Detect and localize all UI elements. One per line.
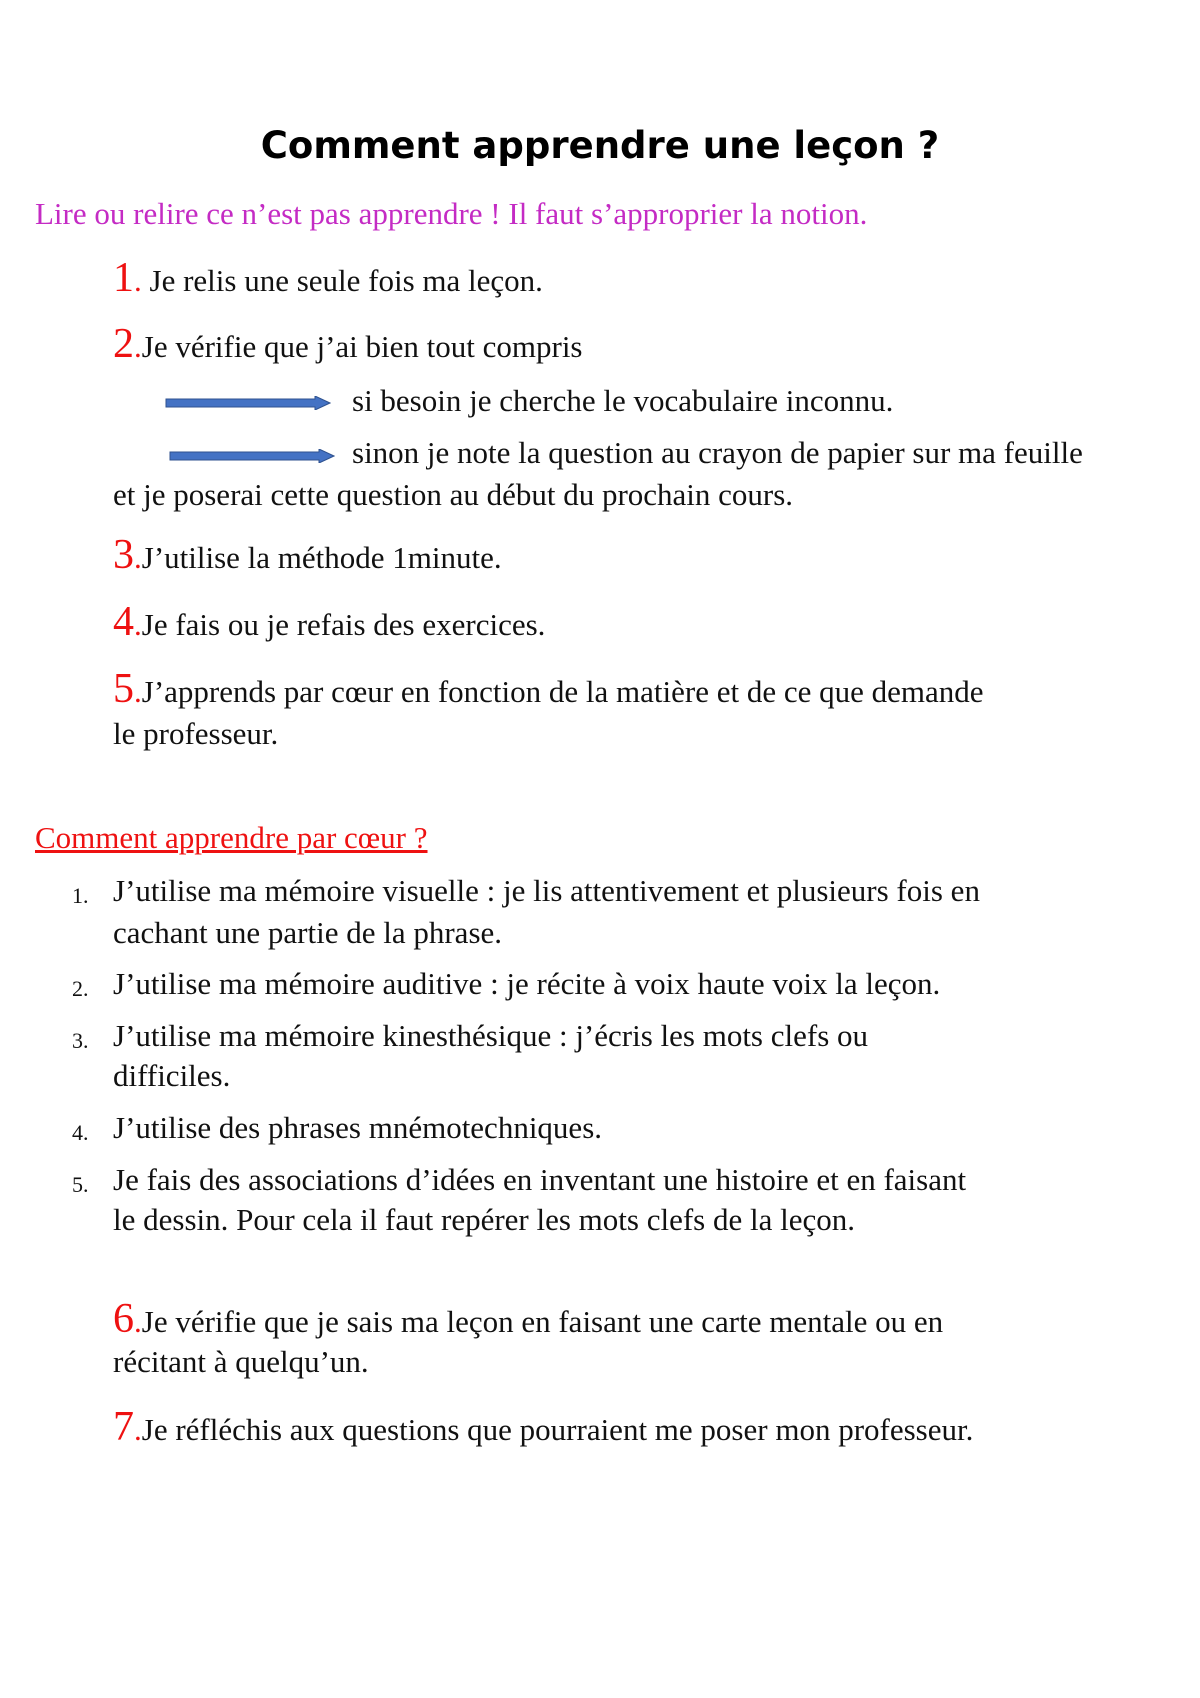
step-5-continuation: le professeur. — [113, 716, 279, 751]
step-number: 4 — [113, 599, 134, 645]
step-number: 6 — [113, 1296, 134, 1342]
list-item-number: 5. — [72, 1172, 89, 1197]
list-item-line: le dessin. Pour cela il faut repérer les mots clefs de la leçon. — [113, 1202, 856, 1237]
arrow-item-2-continuation: et je poserai cette question au début du prochain cours. — [113, 477, 794, 512]
list-item-line: J’utilise des phrases mnémotechniques. — [113, 1110, 603, 1145]
step-separator: . — [134, 1304, 142, 1339]
step-text: J’apprends par cœur en fonction de la matière et de ce que demande — [141, 674, 984, 709]
arrow-item-2: sinon je note la question au crayon de papier sur ma feuille — [352, 435, 1083, 470]
step-5 — [113, 667, 984, 714]
list-item-line: J’utilise ma mémoire visuelle : je lis attentivement et plusieurs fois en — [113, 873, 980, 908]
step-text: Je fais ou je refais des exercices. — [141, 607, 546, 642]
list-item-line: difficiles. — [113, 1058, 231, 1093]
step-number: 3 — [113, 532, 134, 578]
step-separator: . — [134, 674, 142, 709]
list-item-line: J’utilise ma mémoire kinesthésique : j’écris les mots clefs ou — [113, 1018, 869, 1053]
step-3 — [113, 533, 502, 580]
step-7 — [113, 1405, 973, 1452]
step-separator: . — [134, 607, 142, 642]
list-item-line: Je fais des associations d’idées en inventant une histoire et en faisant — [113, 1162, 967, 1197]
right-arrow-icon — [165, 396, 331, 410]
section-heading: Comment apprendre par cœur ? — [35, 820, 428, 855]
page-title: Comment apprendre une leçon ? — [260, 124, 940, 167]
list-item-number: 4. — [72, 1120, 89, 1145]
step-text: Je vérifie que je sais ma leçon en faisant une carte mentale ou en — [141, 1304, 944, 1339]
step-text: Je vérifie que j’ai bien tout compris — [141, 329, 583, 364]
list-item-line: cachant une partie de la phrase. — [113, 915, 503, 950]
right-arrow-icon — [169, 449, 335, 463]
step-6-continuation: récitant à quelqu’un. — [113, 1344, 369, 1379]
step-number: 7 — [113, 1404, 134, 1450]
step-text: Je relis une seule fois ma leçon. — [149, 263, 543, 298]
intro-note: Lire ou relire ce n’est pas apprendre ! Il faut s’approprier la notion. — [35, 196, 868, 231]
step-number: 5 — [113, 666, 134, 712]
step-number: 2 — [113, 321, 134, 367]
step-separator: . — [134, 1412, 142, 1447]
list-item-number: 3. — [72, 1028, 89, 1053]
step-separator: . — [134, 329, 142, 364]
step-text: J’utilise la méthode 1minute. — [141, 540, 502, 575]
step-4 — [113, 600, 545, 647]
step-2 — [113, 322, 583, 369]
step-separator: . — [134, 263, 150, 298]
step-1 — [113, 256, 543, 303]
step-6 — [113, 1297, 943, 1344]
list-item-line: J’utilise ma mémoire auditive : je récite à voix haute voix la leçon. — [113, 966, 941, 1001]
list-item-number: 1. — [72, 883, 89, 908]
arrow-item-1: si besoin je cherche le vocabulaire inconnu. — [352, 383, 894, 418]
step-separator: . — [134, 540, 142, 575]
step-text: Je réfléchis aux questions que pourraient me poser mon professeur. — [141, 1412, 974, 1447]
list-item-number: 2. — [72, 976, 89, 1001]
step-number: 1 — [113, 255, 134, 301]
